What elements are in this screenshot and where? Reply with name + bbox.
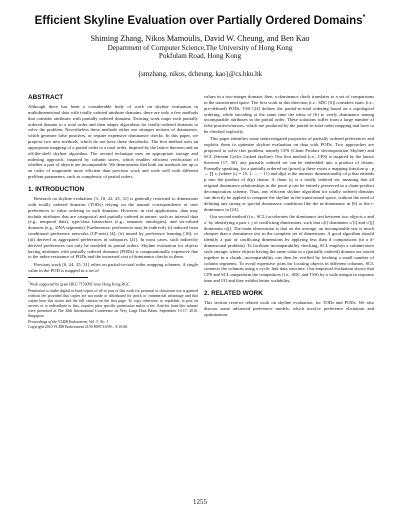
related-work-heading: 2. RELATED WORK — [204, 290, 263, 297]
left-column — [28, 94, 198, 331]
title-footnote-mark: * — [362, 14, 366, 22]
abstract-heading: ABSTRACT — [28, 94, 64, 101]
author-block — [0, 34, 400, 61]
right-column — [204, 94, 374, 319]
author-address: Pokfulam Road, Hong Kong — [158, 52, 242, 61]
footnote-mark: * — [28, 280, 30, 285]
permission-notice: Permission to make digital or hard copies of all or part of this work for personal or classroom use is granted without fee provided that copies are not made or distributed for profit or commercial advantage and that copies bear this notice and the full citation on the first page. To copy otherwise, to republish, to post on servers or to redistribute to lists, requires prior specific permission and/or a fee. Articles from this volume were presented at The 36th International Conference on Very Large Data Bases, September 13-17, 2010, Singapore. — [28, 289, 198, 318]
right-paragraph-2: This paper identifies some uninvestigated properties of partially ordered preferences and exploits them to optimize skyline evaluation on data with PODs. Two approaches are proposed to solve this problem, namely CPS (Chain Product decomposition Skyline) and SCL (Stream Cyclic Linked skyline). Our first method (i.e., CPS) is inspired by the lattice theorem [17, 30]: any partially ordered set can be embedded into a product of chains. Formally speaking, for a partially ordered set (poset) φ there exists a mapping function φ : p → ∏ cᵢ (where |cᵢ| = {0, 1, ..., − 1}) and d(p) is the intrinsic dimensionality of p that embeds p into the product of d(p) chains. A chain |cᵢ| is a totally ordered set, meaning that all original dominance relationships in the poset p can be entirely preserved in a chain-product decomposition scheme. Thus, any efficient skyline algorithm for totally ordered domains can directly be applied to compute the skyline in the transformed space, without the need of defining any strong or special dominance conditions like the m-dominance in [6] or the t-dominance in [24]. — [204, 136, 374, 212]
right-paragraph-3: Our second method (i.e., SCL) accelerates the dominance test between two objects o and o′ by identifying a pair t, j of conflicting dimensions, such that o[i] dominates o′[i] and o′[j] dominates o[j]. The main observation is that on the average, an incomparable test is much cheaper than a dominance test in the complete set of dimensions. A good algorithm should identify a pair of conflicting dimensions by applying less than d comparisons (in a d-dimensional problem). To facilitate incomparability checking, SCL employs a column-store style storage, where objects having the same value in a (partially ordered) domain are stored together in a chunk; incomparability can then be verified by fetching a small number of column segments. To avoid expensive joins for locating objects in different columns, SCL connects the columns using a cyclic link data structure. Our empirical evaluation shows that CPS and SCL outperform the competitors (i.e., SDC and TSS) by a wide margin in response time and I/O and they exhibit better scalability. — [204, 213, 374, 284]
abstract-text: Although there has been a considerable body of work on skyline evaluation in multidimensional data with totally ordered attribute domains, there are only a few methods that consider attributes with partially ordered domains. Existing work maps each partially ordered domain to a total order and then adapts algorithms for totally-ordered domains to solve the problem. Nevertheless these methods either use stronger notions of dominance, which generate false positives, or require expensive dominance checks. In this paper, we propose two new methods, which do not have these drawbacks. The first method uses an appropriate mapping of a partial order to a total order, inspired by the lattice theorem and an off-the-shelf skyline algorithm. The second technique uses an appropriate storage and indexing approach, inspired by column stores, which enables efficient verification of whether a pair of objects are incomparable. We demonstrate that both our methods are up to an order of magnitude more efficient than previous work and scale well with different problem parameters, such as complexity of partial orders. — [28, 104, 198, 180]
author-names: Shiming Zhang, Nikos Mamoulis, David W. Cheung, and Ben Kao — [90, 34, 310, 43]
intro-paragraph-2: Previous work [6, 24, 25, 31] relies on partial-to-total order mapping schemes. A single value in the POD is mapped to a set of — [28, 261, 198, 273]
copyright-line: Copyright 2010 VLDB Endowment 2150-8097/10/09... $ 10.00. — [28, 324, 129, 329]
footnote-rule — [28, 277, 88, 278]
paper-title: Efficient Skyline Evaluation over Partially Ordered Domains* — [34, 14, 366, 27]
footnote-grant — [28, 280, 198, 287]
page-number: 1255 — [193, 498, 207, 506]
intro-paragraph-1: Research on skyline evaluation [3, 18, 22, 25, 31] is generally restricted to dimensions with totally ordered domains (TODs) relying on the natural correspondence of user preferences to value ordering in such domains. However, in real applications, data may include attributes that are categorical and partially ordered in nature, such as interval data (e.g., temporal data), type/class hierarchies (e.g., semantic ontologies), and set-valued domains (e.g., DNA segments). Furthermore, preferences may be indirectly (i) induced from conditional preference networks (CP-nets) [4]; (ii) mined by preference learning [16]; or (iii) derived as aggregated preferences in subspaces [21]. In most cases, such indirectly derived preferences can only be modeled as partial orders. Skyline evaluation for objects having attributes with partially ordered domains (PODs) is computationally expensive due to the index-resistance of PODs and the increased cost of dominance checks in them. — [28, 195, 198, 260]
right-paragraph-1: values in a two-integer domain; then, a dominance check translates to a set of comparisons in the transformed space. The first work in this direction (i.e., SDC [6]) considers static (i.e., pre-defined) PODs. TSS [24] defines the partial-to-total ordering based on a topological ordering, while encoding at the same time the ideas of [6] to verify dominance among incomparable attributes in the partial order. These solutions suffer from a large number of false positives/misses, which are produced by the partial-to-total order mapping and have to be checked explicitly. — [204, 94, 374, 135]
footnote-grant-text: Work supported by grant HKU 715309E from Hong Kong RGC. — [29, 282, 131, 287]
introduction-heading: 1. INTRODUCTION — [28, 185, 85, 193]
related-work-text: This section reviews related work on skyline evaluation, for TODs and PODs. We also discuss some advanced preference models, which involve preference elicitation and optimization. — [204, 300, 374, 317]
proceedings-line: Proceedings of the VLDB Endowment, Vol. 3, No. 1 — [28, 320, 109, 325]
author-affiliation: Department of Computer Science,The University of Hong Kong — [107, 43, 293, 52]
author-emails: {smzhang, nikos, dcheung, kao}@cs.hku.hk — [137, 70, 263, 78]
